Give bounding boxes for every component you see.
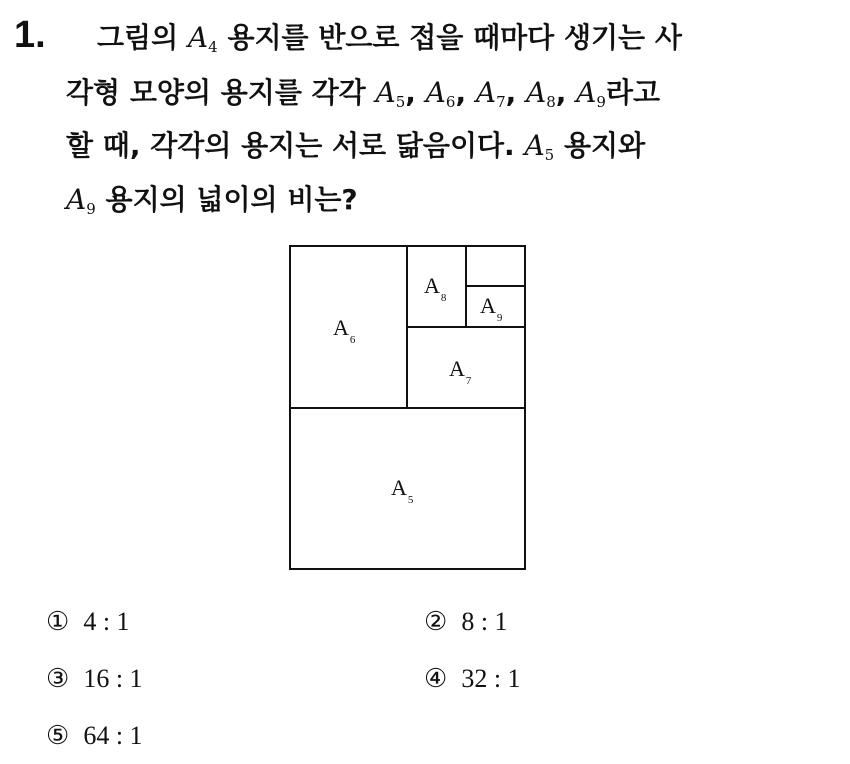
- choice-text: 32 : 1: [461, 664, 521, 693]
- question-text: 용지를 반으로 접을 때마다 생기는 사: [227, 21, 682, 54]
- choice-text: 16 : 1: [83, 664, 143, 693]
- question-line-2: 각형 모양의 용지를 각각 $A_5$, $A_6$, $A_7$, $A_8$, $A_9$라고: [66, 76, 661, 111]
- choice-number: ③: [46, 664, 70, 693]
- choice-2[interactable]: [424, 607, 508, 637]
- choice-number: ⑤: [46, 721, 70, 750]
- question-line-4: [66, 183, 806, 218]
- question-line-3: [66, 129, 806, 164]
- question-text: 그림의: [97, 21, 179, 54]
- question-text: 라고: [605, 76, 661, 109]
- choice-1[interactable]: [46, 607, 130, 637]
- paper-symbol-a9: $A_9$: [66, 183, 96, 218]
- question-text: 용지의 넓이의 비는?: [105, 183, 358, 216]
- region-label-a8: $A_8$: [424, 273, 447, 304]
- question-number: 1.: [14, 14, 46, 56]
- region-label-a7: $A_7$: [449, 356, 472, 387]
- choice-number: ④: [424, 664, 448, 693]
- choice-text: 8 : 1: [461, 607, 508, 636]
- choice-number: ①: [46, 607, 70, 636]
- paper-symbol-a5: $A_5$: [375, 76, 406, 111]
- choice-3[interactable]: [46, 664, 143, 694]
- choice-text: 64 : 1: [83, 721, 143, 750]
- paper-symbol-a8: $A_8$: [526, 76, 556, 111]
- question-text: 용지와: [563, 129, 646, 162]
- paper-symbol-a4: $A_4$: [187, 21, 218, 56]
- choice-5[interactable]: [46, 721, 143, 751]
- question-text: 할 때, 각각의 용지는 서로 닮음이다.: [66, 129, 515, 162]
- paper-symbol-a7: $A_7$: [475, 76, 506, 111]
- choice-text: 4 : 1: [83, 607, 130, 636]
- question-text: 각형 모양의 용지를 각각: [66, 76, 366, 109]
- choice-4[interactable]: [424, 664, 521, 694]
- region-label-a6: $A_6$: [333, 315, 356, 346]
- choice-number: ②: [424, 607, 448, 636]
- paper-symbol-a9: $A_9$: [576, 76, 606, 111]
- paper-symbol-a6: $A_6$: [425, 76, 456, 111]
- paper-fold-diagram: [287, 243, 529, 573]
- paper-symbol-a5: $A_5$: [524, 129, 555, 164]
- region-label-a9: $A_9$: [480, 293, 503, 324]
- question-line-1: [97, 21, 837, 56]
- region-label-a5: $A_5$: [391, 475, 414, 506]
